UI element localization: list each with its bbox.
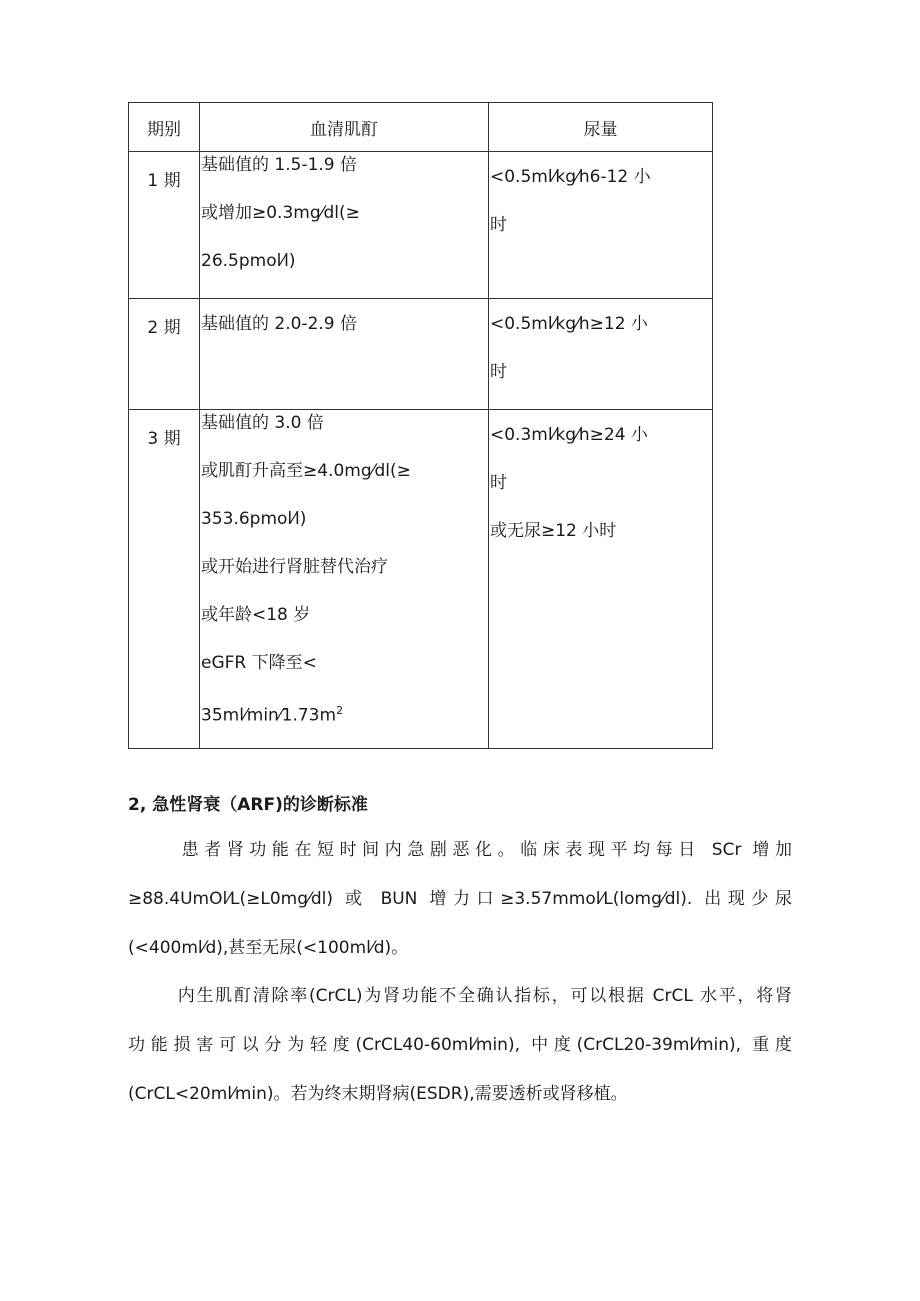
header-stage: 期别: [129, 103, 200, 152]
table-header-row: [129, 103, 713, 152]
creatinine-line: 或开始进行肾脏替代治疗: [201, 557, 388, 577]
creatinine-line: 353.6pmol⁄l): [201, 509, 307, 529]
creatinine-line: 或增加≥0.3mg⁄dl(≥: [201, 203, 360, 223]
table-row: [129, 410, 713, 749]
egfr-superscript: 2: [336, 704, 344, 717]
urine-line: 时: [490, 362, 507, 382]
stage-label: 1 期: [147, 171, 181, 191]
creatinine-line: 或年龄<18 岁: [201, 605, 311, 625]
stage-label: 2 期: [147, 318, 181, 338]
header-creatinine: 血清肌酊: [200, 103, 489, 152]
stage-label: 3 期: [147, 429, 181, 449]
creatinine-line: 或肌酊升高至≥4.0mg⁄dl(≥: [201, 461, 411, 481]
urine-line: 时: [490, 473, 507, 493]
creatinine-line: 基础值的 1.5-1.9 倍: [201, 155, 358, 175]
egfr-value: 35ml⁄min⁄1.73m: [201, 705, 337, 726]
urine-line: 时: [490, 215, 507, 235]
urine-line: <0.3ml⁄kg⁄h≥24 小: [490, 425, 648, 445]
paragraph-line: ≥88.4UmOl⁄L(≥L0mg⁄dl) 或 BUN 增力口≥3.57mmol⁄L(lomg⁄dl). 出现少尿: [128, 889, 792, 909]
creatinine-line: 基础值的 2.0-2.9 倍: [201, 314, 358, 334]
paragraph-crcl: [128, 972, 792, 1119]
table-row: [129, 299, 713, 410]
paragraph-line: (<400ml⁄d),甚至无尿(<100ml⁄d)。: [128, 938, 409, 958]
paragraph-line: (CrCL<20ml⁄min)。若为终末期肾病(ESDR),需要透析或肾移植。: [128, 1084, 628, 1104]
creatinine-line: 基础值的 3.0 倍: [201, 413, 324, 433]
aki-staging-table: [128, 102, 713, 749]
header-urine: 尿量: [489, 103, 713, 152]
paragraph-line: 功能损害可以分为轻度(CrCL40-60ml⁄min), 中度(CrCL20-39ml⁄min), 重度: [128, 1035, 792, 1055]
urine-line: <0.5ml⁄kg⁄h≥12 小: [490, 314, 648, 334]
creatinine-line-egfr: [201, 700, 488, 748]
paragraph-arf-definition: [128, 826, 792, 973]
creatinine-line: 26.5pmol⁄l): [201, 251, 296, 271]
section-heading: 2, 急性肾衰（ARF)的诊断标准: [128, 795, 368, 815]
creatinine-line: eGFR 下降至<: [201, 653, 317, 673]
urine-line: 或无尿≥12 小时: [490, 521, 617, 541]
table-row: [129, 152, 713, 299]
urine-line: <0.5ml⁄kg⁄h6-12 小: [490, 167, 651, 187]
paragraph-line: 内生肌酊清除率(CrCL)为肾功能不全确认指标，可以根据 CrCL 水平，将肾: [176, 986, 792, 1006]
paragraph-line: 患者肾功能在短时间内急剧恶化。临床表现平均每日 SCr 增加: [176, 840, 792, 860]
